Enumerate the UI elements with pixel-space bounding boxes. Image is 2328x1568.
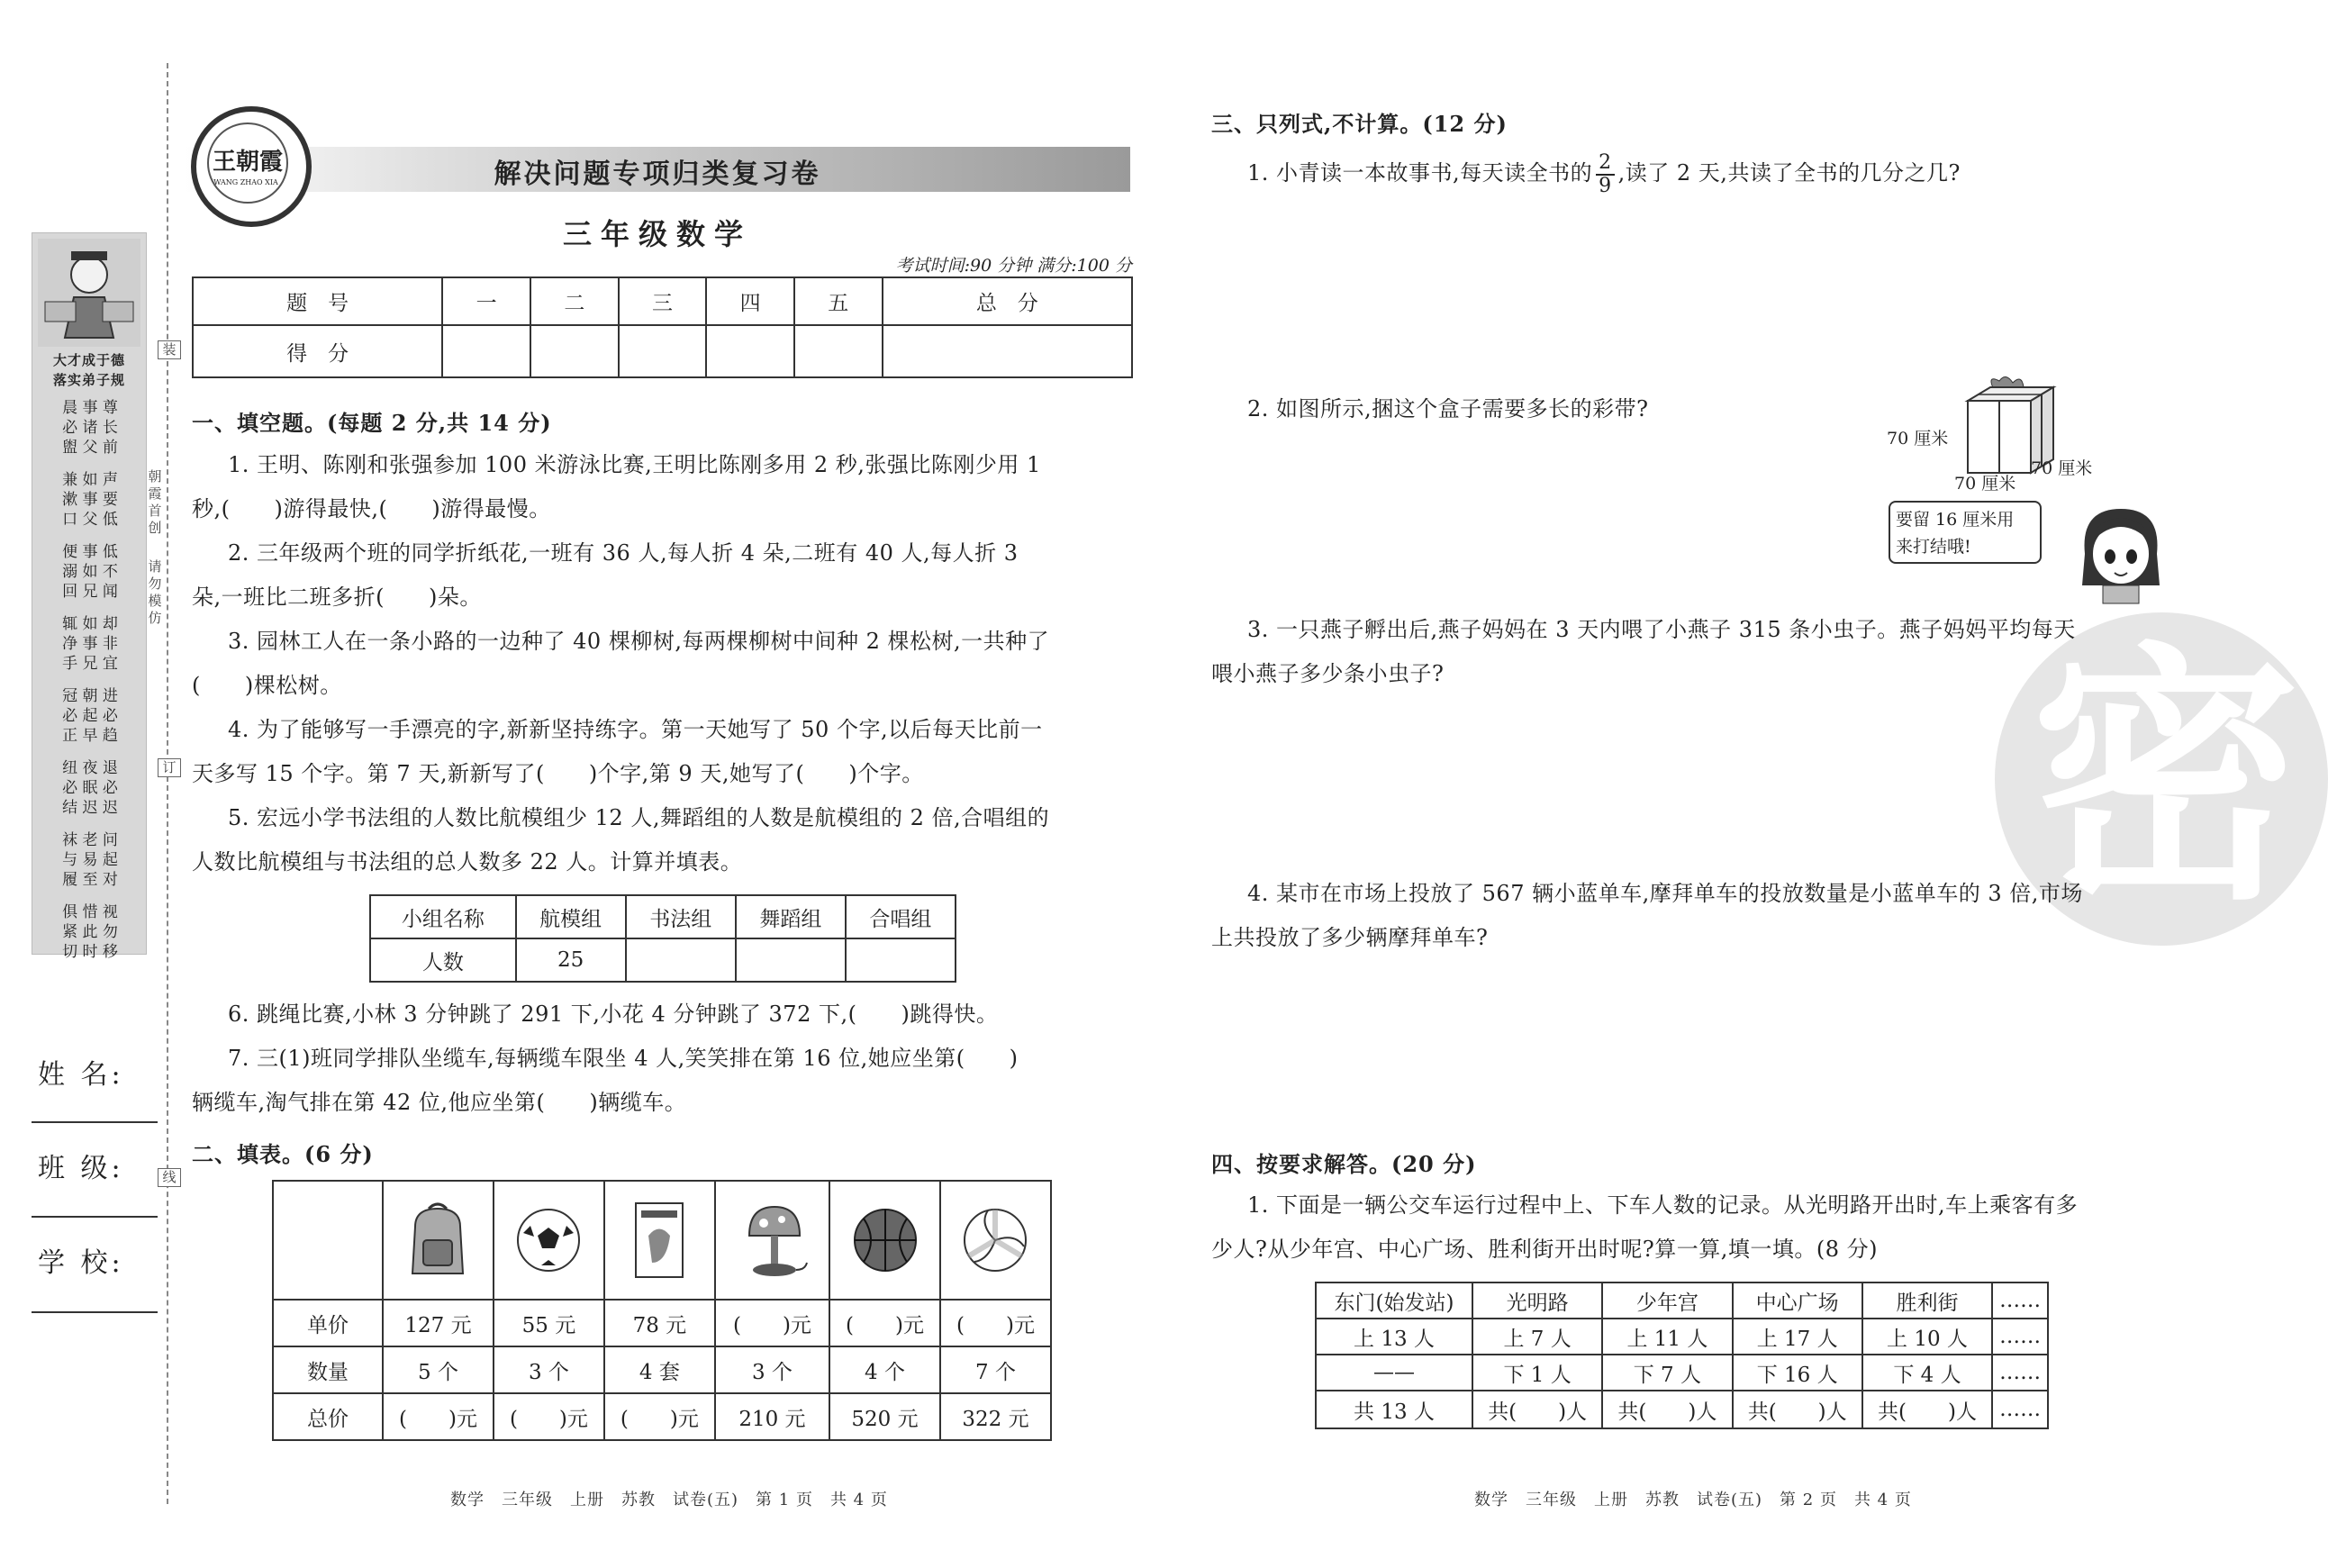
total-cell: 322 元 bbox=[940, 1393, 1051, 1440]
s3-question-2: 2. 如图所示,捆这个盒子需要多长的彩带? bbox=[1247, 396, 1649, 421]
motto-line: 袜 老 问 bbox=[62, 831, 118, 849]
bus-on-cell: 上 17 人 bbox=[1733, 1319, 1862, 1355]
binding-mark-1: 装 bbox=[158, 340, 181, 359]
quantity-cell: 3 个 bbox=[494, 1346, 604, 1393]
item-book bbox=[604, 1181, 715, 1300]
score-cell[interactable] bbox=[442, 325, 530, 377]
motto-line: 漱 事 要 bbox=[62, 491, 118, 509]
bus-header: 少年宫 bbox=[1602, 1282, 1732, 1319]
bus-off-cell: 下 16 人 bbox=[1733, 1355, 1862, 1391]
price-cell[interactable]: ( )元 bbox=[940, 1300, 1051, 1346]
score-header: 题 号 bbox=[193, 277, 442, 325]
score-header: 三 bbox=[619, 277, 707, 325]
s3-question-3: 3. 一只燕子孵出后,燕子妈妈在 3 天内喂了小燕子 315 条小虫子。燕子妈妈平均每天 喂小燕子多少条小虫子? bbox=[1211, 617, 2076, 686]
page-title: 解决问题专项归类复习卷 bbox=[494, 159, 821, 190]
page-subtitle: 三年级数学 bbox=[562, 217, 752, 251]
score-cell[interactable] bbox=[530, 325, 619, 377]
section3-title: 三、只列式,不计算。(12 分) bbox=[1211, 111, 1508, 137]
class-field[interactable] bbox=[32, 1216, 158, 1218]
group-header: 书法组 bbox=[626, 895, 736, 938]
basketball-icon bbox=[851, 1206, 919, 1274]
motto-line: 俱 惜 视 bbox=[62, 903, 118, 921]
footer-right: 数学 三年级 上册 苏教 试卷(五) 第 2 页 共 4 页 bbox=[1474, 1491, 1912, 1509]
motto-line: 必 诸 长 bbox=[62, 419, 118, 437]
logo-text: 王朝霞 bbox=[207, 122, 288, 204]
quantity-cell: 4 套 bbox=[604, 1346, 715, 1393]
motto-line: 与 易 起 bbox=[62, 851, 118, 869]
score-table bbox=[192, 276, 1133, 378]
price-cell: 127 元 bbox=[383, 1300, 494, 1346]
group-header: 小组名称 bbox=[370, 895, 516, 938]
price-cell: 55 元 bbox=[494, 1300, 604, 1346]
bus-on-cell: 上 10 人 bbox=[1862, 1319, 1992, 1355]
price-cell: 78 元 bbox=[604, 1300, 715, 1346]
watermark-text: 密 bbox=[2031, 621, 2301, 936]
motto-line: 盥 父 前 bbox=[62, 439, 118, 457]
price-cell[interactable]: ( )元 bbox=[829, 1300, 940, 1346]
score-header: 四 bbox=[706, 277, 794, 325]
bus-header: …… bbox=[1992, 1282, 2048, 1319]
quantity-row-label: 数量 bbox=[273, 1346, 383, 1393]
girl-figure bbox=[2071, 504, 2170, 603]
score-header: 二 bbox=[530, 277, 619, 325]
item-soccer bbox=[494, 1181, 604, 1300]
score-header: 一 bbox=[442, 277, 530, 325]
quantity-cell: 7 个 bbox=[940, 1346, 1051, 1393]
lamp-icon bbox=[731, 1200, 812, 1281]
bus-header: 胜利街 bbox=[1862, 1282, 1992, 1319]
bus-header: 光明路 bbox=[1472, 1282, 1602, 1319]
score-header: 总 分 bbox=[883, 277, 1132, 325]
score-cell[interactable] bbox=[706, 325, 794, 377]
section2-title: 二、填表。(6 分) bbox=[192, 1141, 374, 1167]
motto-line: 必 起 必 bbox=[62, 707, 118, 725]
motto-line: 结 迟 迟 bbox=[62, 799, 118, 817]
price-table bbox=[272, 1180, 1052, 1441]
name-field[interactable] bbox=[32, 1121, 158, 1123]
bus-off-cell: 下 1 人 bbox=[1472, 1355, 1602, 1391]
footer-left: 数学 三年级 上册 苏教 试卷(五) 第 1 页 共 4 页 bbox=[450, 1491, 888, 1509]
motto-line: 口 父 低 bbox=[62, 511, 118, 529]
motto-line: 兼 如 声 bbox=[62, 471, 118, 489]
motto-line: 净 事 非 bbox=[62, 635, 118, 653]
motto-line: 必 眠 必 bbox=[62, 779, 118, 797]
bus-total-cell: …… bbox=[1992, 1391, 2048, 1428]
binding-note-1: 朝霞首创 bbox=[148, 468, 162, 536]
group-cell[interactable] bbox=[626, 938, 736, 982]
group-header: 航模组 bbox=[516, 895, 626, 938]
binding-line bbox=[167, 63, 168, 1504]
bus-total-cell[interactable]: 共( )人 bbox=[1602, 1391, 1732, 1428]
motto-line: 回 兄 闻 bbox=[62, 583, 118, 601]
motto-line: 晨 事 尊 bbox=[62, 399, 118, 417]
question-6-7: 6. 跳绳比赛,小林 3 分钟跳了 291 下,小花 4 分钟跳了 372 下,( )跳得快。 7. 三(1)班同学排队坐缆车,每辆缆车限坐 4 人,笑笑排在第 16 位,她应坐第( ) 辆缆车,淘气排在第 42 位,他应坐第( )辆缆车。 bbox=[192, 1002, 1019, 1115]
price-row-label: 单价 bbox=[273, 1300, 383, 1346]
book-icon bbox=[632, 1200, 686, 1281]
motto-line: 紧 此 勿 bbox=[62, 923, 118, 941]
group-header: 舞蹈组 bbox=[736, 895, 846, 938]
soccer-ball-icon bbox=[514, 1206, 583, 1274]
group-cell: 25 bbox=[516, 938, 626, 982]
score-header: 五 bbox=[794, 277, 883, 325]
bus-on-cell: 上 13 人 bbox=[1316, 1319, 1472, 1355]
total-row-label: 总价 bbox=[273, 1393, 383, 1440]
s4-question-1: 1. 下面是一辆公交车运行过程中上、下车人数的记录。从光明路开出时,车上乘客有多 少人?从少年宫、中心广场、胜利街开出时呢?算一算,填一填。(8 分) bbox=[1211, 1192, 2079, 1262]
bus-total-cell[interactable]: 共( )人 bbox=[1472, 1391, 1602, 1428]
item-volleyball bbox=[940, 1181, 1051, 1300]
quantity-cell: 3 个 bbox=[715, 1346, 829, 1393]
bus-table bbox=[1315, 1282, 2049, 1429]
motto-line: 履 至 对 bbox=[62, 871, 118, 889]
score-cell[interactable] bbox=[883, 325, 1132, 377]
school-label: 学 校: bbox=[38, 1247, 124, 1279]
group-row-label: 人数 bbox=[370, 938, 516, 982]
blank-corner bbox=[273, 1181, 383, 1300]
box-dim-width: 70 厘米 bbox=[1954, 474, 2016, 494]
binding-note-2: 请勿模仿 bbox=[148, 558, 162, 626]
motto-line: 切 时 移 bbox=[62, 943, 118, 961]
motto-line: 辄 如 却 bbox=[62, 615, 118, 633]
bus-off-cell: —— bbox=[1316, 1355, 1472, 1391]
total-cell: 210 元 bbox=[715, 1393, 829, 1440]
motto-line: 溺 如 不 bbox=[62, 563, 118, 581]
total-cell[interactable]: ( )元 bbox=[604, 1393, 715, 1440]
motto-line: 纽 夜 退 bbox=[62, 759, 118, 777]
logo-sub: WANG ZHAO XIA bbox=[213, 178, 278, 186]
name-label: 姓 名: bbox=[38, 1059, 124, 1091]
price-cell[interactable]: ( )元 bbox=[715, 1300, 829, 1346]
score-cell[interactable] bbox=[794, 325, 883, 377]
school-field[interactable] bbox=[32, 1311, 158, 1313]
total-cell: 520 元 bbox=[829, 1393, 940, 1440]
exam-info: 考试时间:90 分钟 满分:100 分 bbox=[895, 256, 1132, 276]
bus-off-cell: 下 7 人 bbox=[1602, 1355, 1732, 1391]
brand-logo bbox=[191, 106, 312, 227]
motto-bottom: 落实弟子规 bbox=[52, 372, 125, 388]
box-dim-height: 70 厘米 bbox=[1887, 429, 1949, 449]
volleyball-icon bbox=[961, 1206, 1029, 1274]
bus-off-cell: …… bbox=[1992, 1355, 2048, 1391]
total-cell[interactable]: ( )元 bbox=[494, 1393, 604, 1440]
motto-line: 手 兄 宜 bbox=[62, 655, 118, 673]
backpack-icon bbox=[402, 1200, 474, 1281]
s3-question-1: 1. 小青读一本故事书,每天读全书的 $\frac{2}{9}$ ,读了 2 天,共读了全书的几分之几? bbox=[1247, 150, 1961, 197]
class-label: 班 级: bbox=[38, 1153, 124, 1184]
group-cell[interactable] bbox=[736, 938, 846, 982]
bus-total-cell[interactable]: 共( )人 bbox=[1733, 1391, 1862, 1428]
item-lamp bbox=[715, 1181, 829, 1300]
item-backpack bbox=[383, 1181, 494, 1300]
total-cell[interactable]: ( )元 bbox=[383, 1393, 494, 1440]
speech-bubble: 要留 16 厘米用 来打结哦! bbox=[1889, 501, 2042, 564]
bus-off-cell: 下 4 人 bbox=[1862, 1355, 1992, 1391]
bus-on-cell: 上 11 人 bbox=[1602, 1319, 1732, 1355]
bus-header: 中心广场 bbox=[1733, 1282, 1862, 1319]
question-1: 1. 王明、陈刚和张强参加 100 米游泳比赛,王明比陈刚多用 2 秒,张强比陈刚少用 1 秒,( )游得最快,( )游得最慢。 2. 三年级两个班的同学折纸花,一班有 36 人,每人折 4 朵,二班有 40 人,每人折 3 朵,一班比二班多折( )朵。 3. 园林工人在一条小路的一边种了 40 棵柳树,每两棵柳树中间种 2 棵松树,一共种了 ( )棵松树。 4. 为了能够写一手漂亮的字,新新坚持练字。第一天她写了 50 个字,以后每天比前一 天多写 15 个字。第 7 天,新新写了( )个字,第 9 天,她写了( )个字。 5. 宏远小学书法组的人数比航模组少 12 人,舞蹈组的人数是航模组的 2 倍,合唱组的 人数比航模组与书法组的总人数多 22 人。计算并填表。 bbox=[192, 452, 1050, 875]
section4-title: 四、按要求解答。(20 分) bbox=[1211, 1151, 1477, 1177]
motto-panel bbox=[32, 232, 147, 961]
score-cell[interactable] bbox=[619, 325, 707, 377]
quantity-cell: 4 个 bbox=[829, 1346, 940, 1393]
box-dim-depth: 70 厘米 bbox=[2031, 458, 2093, 478]
bus-on-cell: 上 7 人 bbox=[1472, 1319, 1602, 1355]
group-header: 合唱组 bbox=[846, 895, 956, 938]
quantity-cell: 5 个 bbox=[383, 1346, 494, 1393]
bus-header: 东门(始发站) bbox=[1316, 1282, 1472, 1319]
section1-title: 一、填空题。(每题 2 分,共 14 分) bbox=[192, 410, 552, 436]
bus-total-cell: 共 13 人 bbox=[1316, 1391, 1472, 1428]
motto-line: 正 早 趋 bbox=[62, 727, 118, 745]
fraction: $\frac{2}{9}$ bbox=[1596, 152, 1615, 197]
s3-question-4: 4. 某市在市场上投放了 567 辆小蓝单车,摩拜单车的投放数量是小蓝单车的 3 倍,市场 上共投放了多少辆摩拜单车? bbox=[1211, 881, 2083, 950]
binding-mark-2: 订 bbox=[158, 758, 181, 777]
motto-line: 便 事 低 bbox=[62, 543, 118, 561]
bus-on-cell: …… bbox=[1992, 1319, 2048, 1355]
item-basketball bbox=[829, 1181, 940, 1300]
bus-total-cell[interactable]: 共( )人 bbox=[1862, 1391, 1992, 1428]
group-cell[interactable] bbox=[846, 938, 956, 982]
group-table bbox=[369, 894, 956, 983]
binding-mark-3: 线 bbox=[158, 1168, 181, 1187]
score-row-label: 得 分 bbox=[193, 325, 442, 377]
motto-line: 冠 朝 进 bbox=[62, 687, 118, 705]
scholar-illustration bbox=[38, 239, 140, 347]
motto-top: 大才成于德 bbox=[52, 352, 125, 368]
motto-lines bbox=[41, 398, 139, 962]
